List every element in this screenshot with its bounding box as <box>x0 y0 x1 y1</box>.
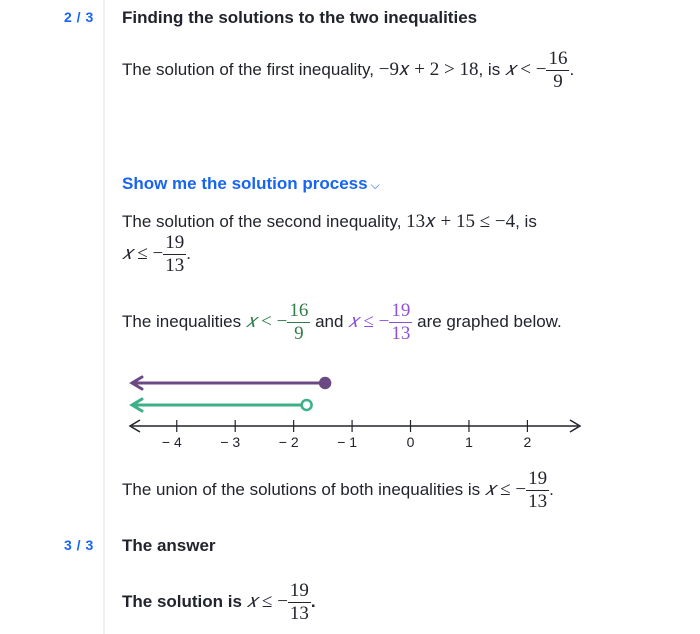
fraction-denominator: 13 <box>528 491 548 512</box>
union-sentence: The union of the solutions of both inequalities is 𝑥 ≤ − $\frac{19}{13}$ . <box>122 468 554 512</box>
tick-label: 2 <box>523 434 532 450</box>
graphed-b-var: 𝑥 <box>348 310 359 332</box>
fraction-denominator: 13 <box>289 603 309 624</box>
graphed-prefix: The inequalities <box>122 311 242 331</box>
answer-prefix: The solution is <box>122 591 242 611</box>
step-title: Finding the solutions to the two inequalities <box>122 8 478 27</box>
tick-label: − 4 <box>161 434 182 450</box>
tick-label: − 2 <box>278 434 299 450</box>
union-prefix: The union of the solutions of both inequalities is <box>122 479 481 499</box>
graphed-and: and <box>315 311 344 331</box>
graphed-b-rel: ≤ − <box>363 310 390 332</box>
graphed-a-fraction <box>287 300 310 345</box>
second-solution-rel: ≤ − <box>137 242 164 264</box>
graphed-a-rel: < − <box>261 310 288 332</box>
second-solution-prefix: The solution of the second inequality, <box>122 212 402 231</box>
first-solution-rel: < − <box>520 58 547 80</box>
tick-label: − 1 <box>337 434 358 450</box>
step-number: 2 / 3 <box>64 9 94 25</box>
answer-var: 𝑥 <box>246 590 258 612</box>
answer-fraction <box>288 580 311 625</box>
show-solution-process-label: Show me the solution process <box>122 174 368 193</box>
second-solution-fraction <box>163 232 186 277</box>
fraction-numerator: 19 <box>289 580 309 601</box>
second-solution-sentence <box>122 211 537 233</box>
first-solution-fraction <box>546 48 569 93</box>
union-var: 𝑥 <box>484 478 496 500</box>
closed-endpoint <box>320 378 330 388</box>
graphed-a-var: 𝑥 <box>245 310 257 332</box>
graphed-b-fraction <box>389 300 412 345</box>
tick-label: 1 <box>465 434 473 450</box>
open-endpoint <box>302 400 312 410</box>
second-solution-var: 𝑥 <box>122 242 133 264</box>
first-solution-prefix: The solution of the first inequality, <box>122 59 374 79</box>
fraction-denominator: 9 <box>553 71 563 92</box>
tick-label: − 3 <box>220 434 241 450</box>
fraction-numerator: 19 <box>528 468 548 489</box>
answer-sentence: The solution is 𝑥 ≤ − $\frac{19}{13}$ . <box>122 580 316 624</box>
fraction-numerator: 19 <box>165 232 185 253</box>
first-solution-var: 𝑥 <box>504 58 516 80</box>
second-solution-result: 𝑥 ≤ − $\frac{19}{13}$ . <box>122 232 191 276</box>
fraction-denominator: 13 <box>165 255 185 276</box>
step-number: 3 / 3 <box>64 537 94 553</box>
fraction-denominator: 13 <box>391 323 411 344</box>
graphed-sentence <box>122 300 562 345</box>
second-inequality: 13𝑥 + 15 ≤ −4 <box>406 211 516 232</box>
first-solution-mid: , is <box>478 59 501 79</box>
fraction-denominator: 9 <box>294 323 304 344</box>
fraction-numerator: 19 <box>391 300 411 321</box>
tick-label: 0 <box>406 434 415 450</box>
graphed-suffix: are graphed below. <box>417 311 562 331</box>
show-solution-process-link[interactable] <box>122 174 380 194</box>
union-rel: ≤ − <box>500 478 527 500</box>
first-inequality: −9𝑥 + 2 > 18 <box>378 58 479 80</box>
second-solution-mid: , is <box>515 212 537 231</box>
first-solution-sentence: The solution of the first inequality, −9𝑥 + 2 > 18, is 𝑥 < − $\frac{16}{9}$ . <box>122 48 575 92</box>
number-line-graph <box>120 368 590 458</box>
union-fraction <box>526 468 549 513</box>
step-title: The answer <box>122 536 216 555</box>
answer-rel: ≤ − <box>262 590 288 612</box>
chevron-down-icon: ⌵ <box>370 178 380 192</box>
step-rail <box>103 0 105 634</box>
fraction-numerator: 16 <box>289 300 309 321</box>
fraction-numerator: 16 <box>548 48 568 69</box>
